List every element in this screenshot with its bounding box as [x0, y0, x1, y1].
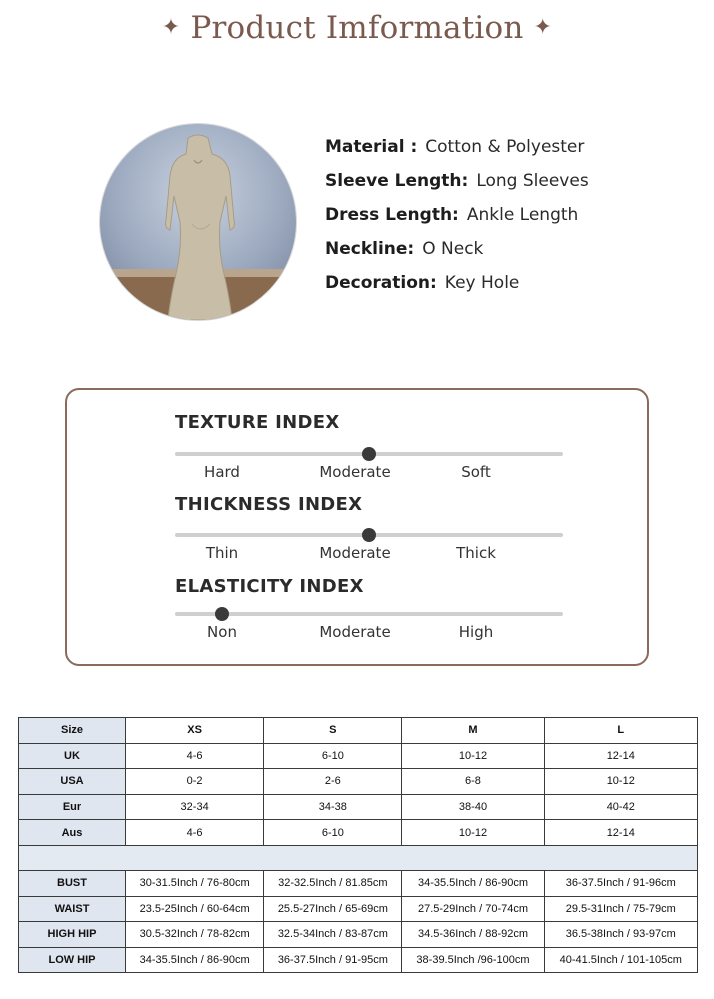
- table-cell: 36-37.5Inch / 91-95cm: [264, 947, 402, 973]
- spec-value: Key Hole: [444, 273, 520, 293]
- spec-label: Sleeve Length:: [325, 171, 469, 191]
- texture-index-knob: [362, 447, 376, 461]
- texture-index-track: [175, 452, 563, 456]
- spec-label: Decoration:: [325, 273, 437, 293]
- spec-value: Long Sleeves: [476, 171, 589, 191]
- table-cell: 10-12: [402, 820, 544, 846]
- spec-label: Material :: [325, 137, 418, 157]
- texture-label-mid: Moderate: [319, 463, 391, 481]
- table-header-cell: Size: [19, 718, 126, 744]
- table-row: [19, 922, 698, 948]
- row-label: Eur: [19, 794, 126, 820]
- spec-value: Ankle Length: [466, 205, 579, 225]
- table-cell: 40-42: [544, 794, 697, 820]
- page-title-text: Product Imformation: [190, 10, 524, 46]
- table-cell: 36-37.5Inch / 91-96cm: [544, 870, 697, 896]
- spec-sleeve-length: [325, 168, 589, 202]
- table-cell: 12-14: [544, 820, 697, 846]
- table-cell: 38-39.5Inch /96-100cm: [402, 947, 544, 973]
- size-header-row: [19, 718, 698, 744]
- table-header-cell: M: [402, 718, 544, 744]
- table-cell: 32-34: [126, 794, 264, 820]
- size-chart-table: [18, 717, 698, 973]
- table-row: [19, 820, 698, 846]
- table-spacer-row: [19, 845, 698, 870]
- table-cell: 40-41.5Inch / 101-105cm: [544, 947, 697, 973]
- spacer-cell: [19, 845, 698, 870]
- table-header-cell: XS: [126, 718, 264, 744]
- table-cell: 10-12: [402, 743, 544, 769]
- texture-index-title: TEXTURE INDEX: [175, 412, 340, 433]
- thickness-index-title: THICKNESS INDEX: [175, 494, 363, 515]
- table-cell: 29.5-31Inch / 75-79cm: [544, 896, 697, 922]
- table-cell: 12-14: [544, 743, 697, 769]
- elasticity-index-title: ELASTICITY INDEX: [175, 576, 364, 597]
- thickness-index-track: [175, 533, 563, 537]
- row-label: Aus: [19, 820, 126, 846]
- table-cell: 4-6: [126, 820, 264, 846]
- elasticity-label-mid: Moderate: [319, 623, 391, 641]
- table-cell: 25.5-27Inch / 65-69cm: [264, 896, 402, 922]
- row-label: UK: [19, 743, 126, 769]
- row-label: HIGH HIP: [19, 922, 126, 948]
- spec-label: Neckline:: [325, 239, 415, 259]
- page-title: [0, 10, 714, 46]
- spec-dress-length: [325, 202, 589, 236]
- table-cell: 6-10: [264, 743, 402, 769]
- texture-label-high: Soft: [461, 463, 491, 481]
- table-cell: 30-31.5Inch / 76-80cm: [126, 870, 264, 896]
- table-cell: 34-35.5Inch / 86-90cm: [126, 947, 264, 973]
- elasticity-label-low: Non: [207, 623, 237, 641]
- row-label: USA: [19, 769, 126, 795]
- table-cell: 27.5-29Inch / 70-74cm: [402, 896, 544, 922]
- row-label: LOW HIP: [19, 947, 126, 973]
- spec-label: Dress Length:: [325, 205, 459, 225]
- sparkle-icon: ✦: [161, 15, 181, 40]
- table-cell: 32.5-34Inch / 83-87cm: [264, 922, 402, 948]
- table-cell: 0-2: [126, 769, 264, 795]
- table-cell: 38-40: [402, 794, 544, 820]
- table-row: [19, 870, 698, 896]
- spec-decoration: [325, 270, 589, 304]
- table-cell: 36.5-38Inch / 93-97cm: [544, 922, 697, 948]
- table-row: [19, 896, 698, 922]
- table-cell: 34-38: [264, 794, 402, 820]
- row-label: BUST: [19, 870, 126, 896]
- table-row: [19, 947, 698, 973]
- table-cell: 32-32.5Inch / 81.85cm: [264, 870, 402, 896]
- table-header-cell: L: [544, 718, 697, 744]
- table-row: [19, 769, 698, 795]
- thickness-index-knob: [362, 528, 376, 542]
- spec-value: O Neck: [422, 239, 484, 259]
- table-row: [19, 794, 698, 820]
- spec-material: [325, 134, 589, 168]
- sparkle-icon: ✦: [533, 15, 553, 40]
- thickness-label-high: Thick: [456, 544, 496, 562]
- table-cell: 4-6: [126, 743, 264, 769]
- spec-list: [325, 134, 589, 304]
- thickness-label-mid: Moderate: [319, 544, 391, 562]
- elasticity-label-high: High: [458, 623, 494, 641]
- texture-label-low: Hard: [204, 463, 240, 481]
- spec-neckline: [325, 236, 589, 270]
- thickness-label-low: Thin: [205, 544, 239, 562]
- table-cell: 6-8: [402, 769, 544, 795]
- elasticity-index-knob: [215, 607, 229, 621]
- row-label: WAIST: [19, 896, 126, 922]
- table-cell: 10-12: [544, 769, 697, 795]
- spec-value: Cotton & Polyester: [425, 137, 585, 157]
- table-cell: 2-6: [264, 769, 402, 795]
- table-cell: 30.5-32Inch / 78-82cm: [126, 922, 264, 948]
- dress-illustration: [100, 124, 296, 320]
- table-cell: 23.5-25Inch / 60-64cm: [126, 896, 264, 922]
- table-cell: 34.5-36Inch / 88-92cm: [402, 922, 544, 948]
- elasticity-index-track: [175, 612, 563, 616]
- table-cell: 6-10: [264, 820, 402, 846]
- product-photo: [100, 124, 296, 320]
- table-row: [19, 743, 698, 769]
- table-cell: 34-35.5Inch / 86-90cm: [402, 870, 544, 896]
- table-header-cell: S: [264, 718, 402, 744]
